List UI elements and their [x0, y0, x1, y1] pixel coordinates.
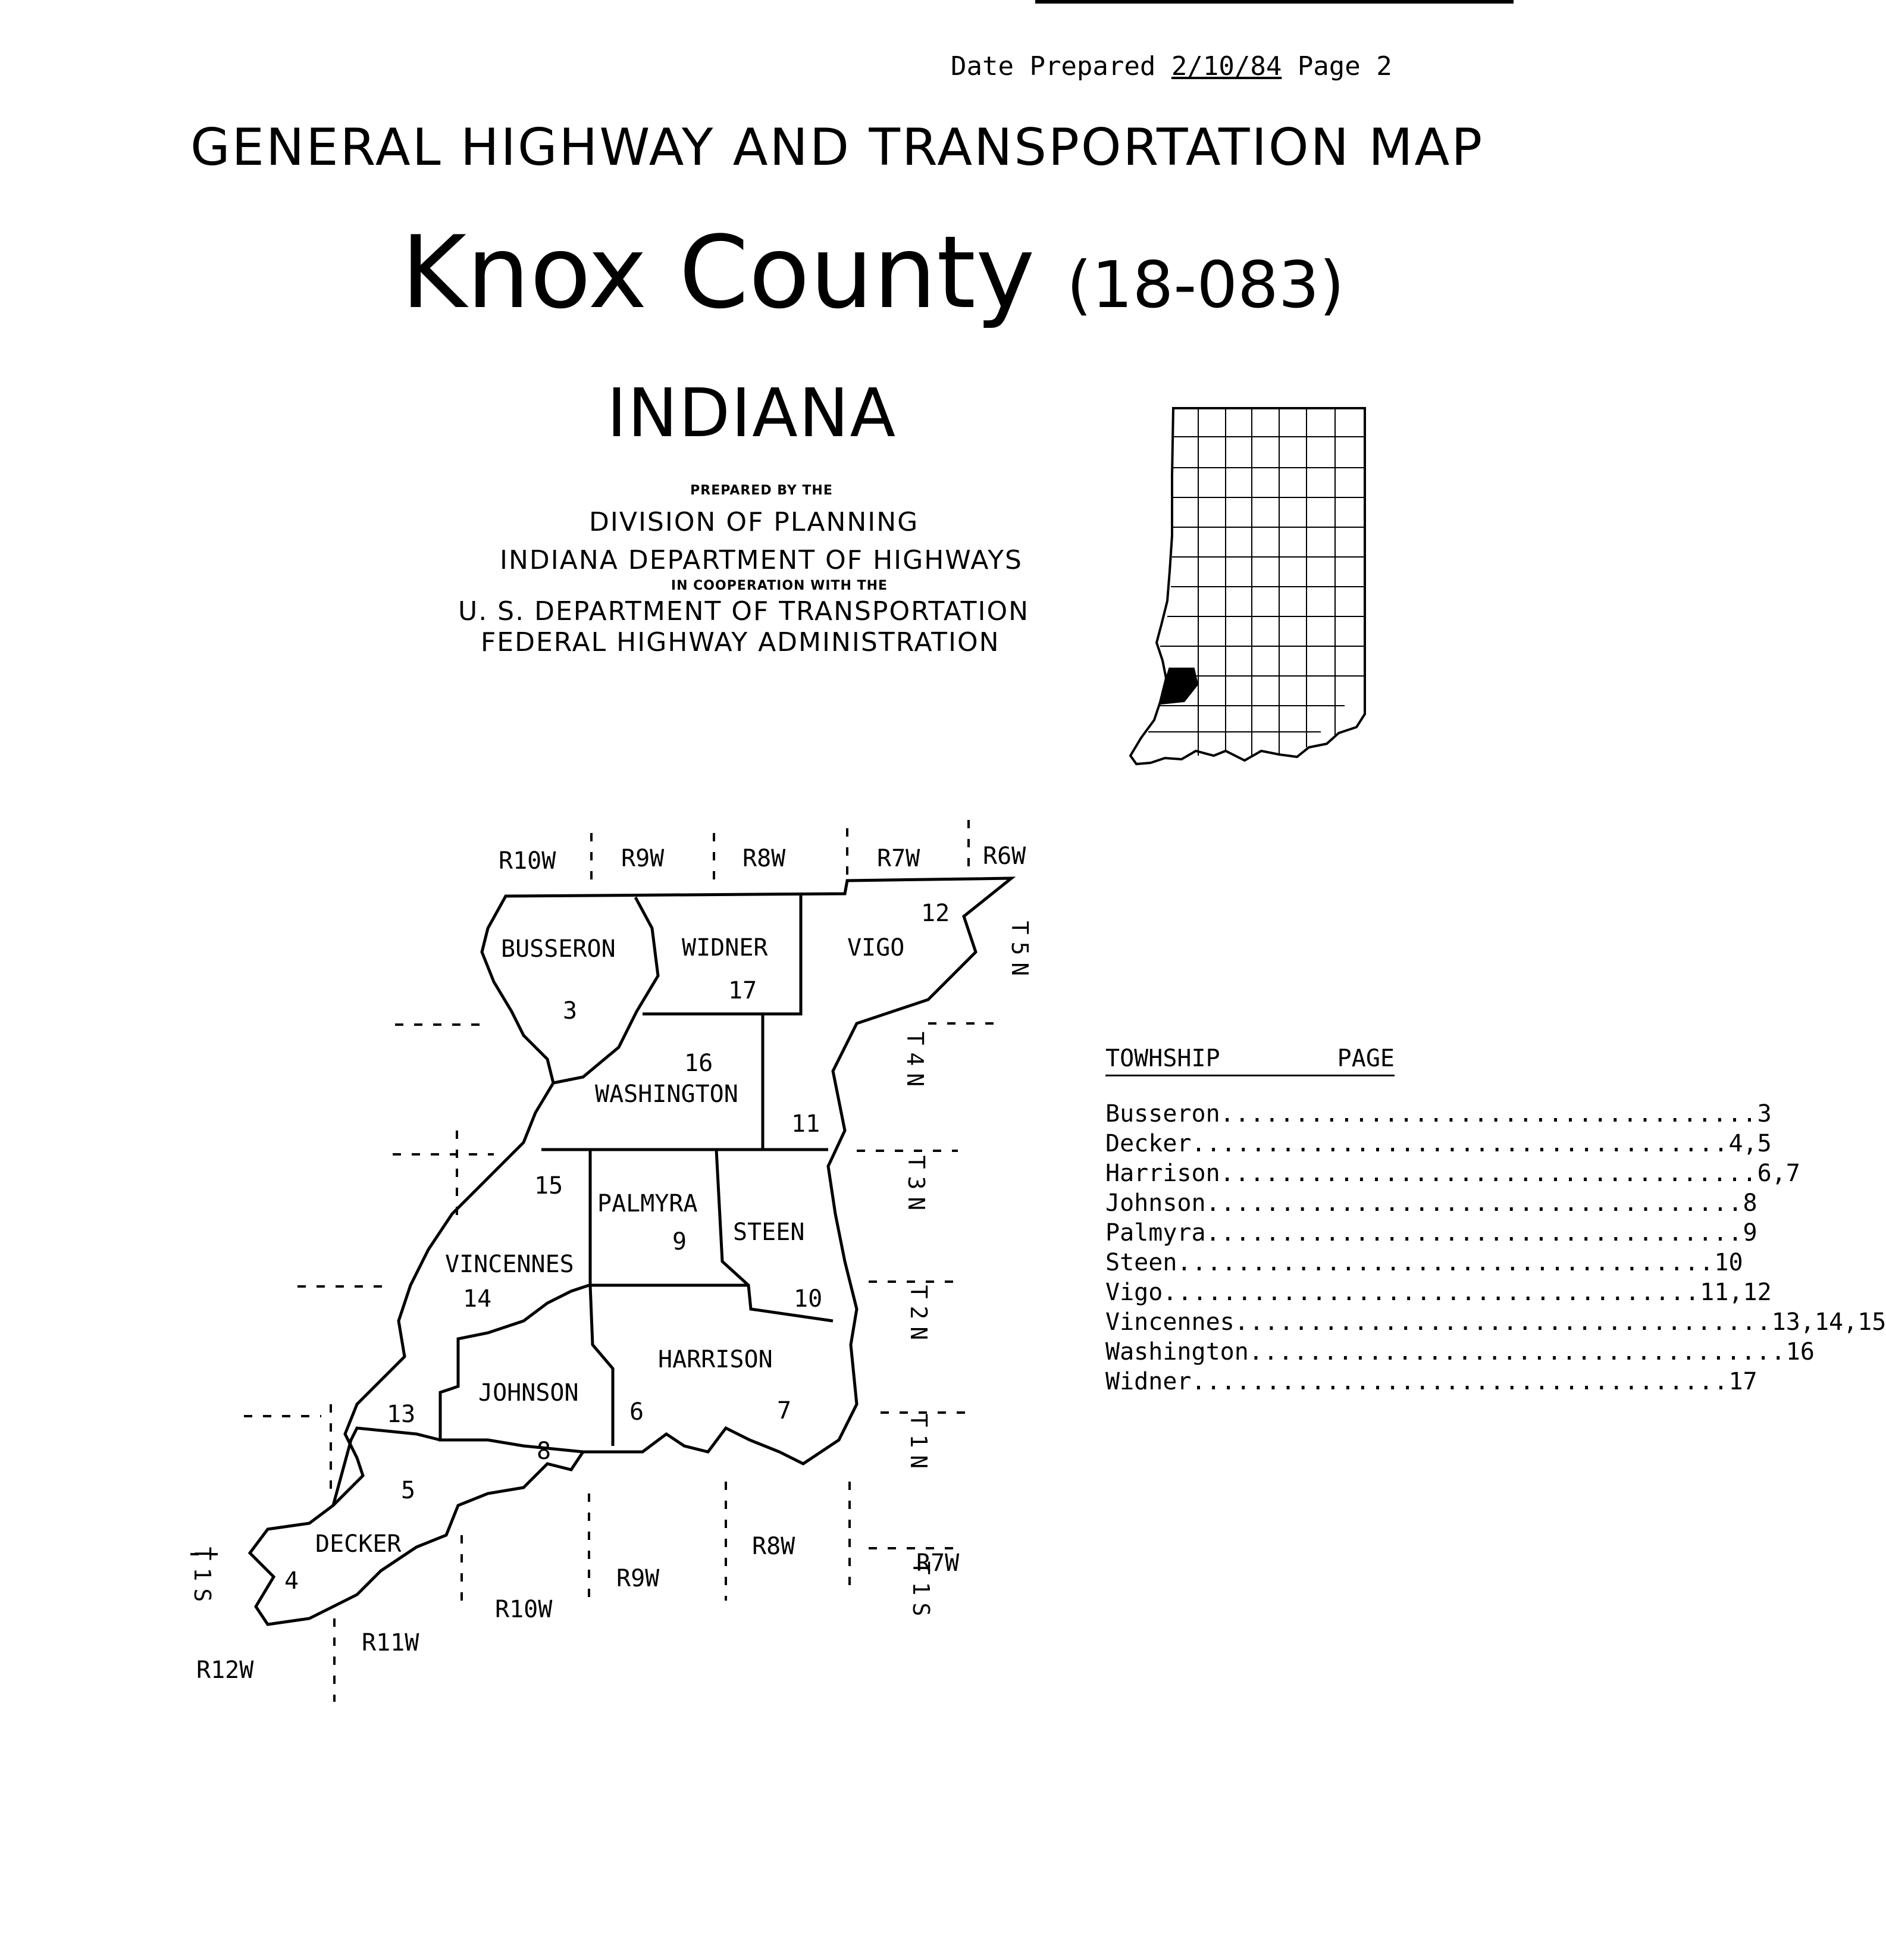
legend-row — [1105, 1307, 1886, 1337]
legend-row — [1105, 1367, 1757, 1397]
legend-col-page: PAGE — [1337, 1045, 1395, 1072]
legend-page-number: 6,7 — [1757, 1160, 1800, 1187]
range-label-r7w-top: R7W — [877, 845, 920, 872]
legend-row — [1105, 1129, 1772, 1159]
legend-leader-dots: .................................... — [1163, 1279, 1700, 1306]
page-label: Page 2 — [1297, 51, 1392, 82]
legend-township-name: Johnson — [1105, 1189, 1206, 1217]
legend-page-number: 11,12 — [1700, 1279, 1772, 1306]
legend-row — [1105, 1159, 1800, 1188]
page-num-vigo-12: 12 — [921, 900, 950, 927]
range-label-r9w-bottom: R9W — [616, 1565, 660, 1592]
page-num-steen: 10 — [794, 1285, 823, 1313]
legend-leader-dots: .................................... — [1191, 1368, 1729, 1395]
township-busseron: BUSSERON — [501, 935, 616, 963]
county-boundary — [250, 878, 1011, 1624]
legend-township-name: Vigo — [1105, 1279, 1163, 1306]
range-label-r6w-top: R6W — [983, 843, 1026, 870]
page-num-decker-5: 5 — [401, 1477, 416, 1504]
tier-label-t1s-right: T1S — [908, 1561, 934, 1624]
legend-township-name: Palmyra — [1105, 1219, 1206, 1247]
legend-page-number: 13,14,15 — [1771, 1308, 1886, 1336]
township-widner: WIDNER — [682, 934, 768, 962]
legend-leader-dots: .................................... — [1220, 1100, 1757, 1128]
range-label-r7w-bottom: R7W — [916, 1549, 960, 1577]
range-label-r8w-bottom: R8W — [752, 1533, 795, 1560]
range-label-r9w-top: R9W — [621, 845, 665, 872]
township-vincennes: VINCENNES — [445, 1251, 574, 1278]
legend-page-number: 8 — [1743, 1189, 1757, 1217]
legend-row — [1105, 1188, 1757, 1218]
township-johnson: JOHNSON — [478, 1379, 579, 1407]
knox-county-map — [250, 878, 1011, 1624]
legend-page-number: 10 — [1714, 1249, 1743, 1276]
tier-label-t1n: T1N — [906, 1413, 932, 1476]
cooperation-label: IN COOPERATION WITH THE — [671, 578, 888, 593]
legend-township-name: Steen — [1105, 1249, 1177, 1276]
page-num-vincennes-15: 15 — [534, 1172, 563, 1200]
legend-row — [1105, 1248, 1743, 1278]
tier-label-t3n: T3N — [903, 1155, 929, 1218]
tier-label-t2n: T2N — [906, 1285, 932, 1348]
legend-township-name: Widner — [1105, 1368, 1192, 1395]
page-num-johnson: 8 — [537, 1438, 552, 1465]
page-num-vincennes-13: 13 — [387, 1401, 416, 1428]
legend-leader-dots: .................................... — [1205, 1189, 1743, 1217]
legend-leader-dots: .................................... — [1234, 1308, 1772, 1336]
legend-township-name: Washington — [1105, 1338, 1249, 1366]
date-label: Date Prepared — [951, 51, 1156, 82]
date-value: 2/10/84 — [1171, 51, 1282, 82]
legend-leader-dots: .................................... — [1205, 1219, 1743, 1247]
legend-leader-dots: .................................... — [1191, 1130, 1729, 1157]
state-name: INDIANA — [607, 375, 897, 452]
county-name: Knox County — [401, 214, 1035, 331]
legend-col-township: TOWHSHIP — [1105, 1045, 1220, 1072]
range-label-r10w-top: R10W — [499, 847, 556, 875]
township-steen: STEEN — [733, 1219, 805, 1246]
page-num-harrison-6: 6 — [629, 1398, 644, 1426]
tier-label-t1s-left: T1S — [189, 1546, 215, 1610]
page-num-washington: 16 — [684, 1050, 713, 1077]
prepared-by-label: PREPARED BY THE — [690, 483, 833, 498]
county-code: (18-083) — [1066, 248, 1345, 323]
credit-division: DIVISION OF PLANNING — [589, 507, 919, 537]
page-num-palmyra: 9 — [672, 1228, 687, 1255]
tier-label-t5n: T5N — [1007, 920, 1033, 984]
range-label-r8w-top: R8W — [743, 845, 786, 872]
page-num-vincennes-14: 14 — [463, 1285, 492, 1313]
range-label-r12w-bottom: R12W — [196, 1657, 254, 1684]
township-decker: DECKER — [315, 1530, 402, 1558]
legend-leader-dots: .................................... — [1248, 1338, 1786, 1366]
legend-header — [1105, 1045, 1395, 1076]
legend-row — [1105, 1337, 1815, 1367]
township-harrison: HARRISON — [658, 1346, 773, 1373]
page-num-harrison-7: 7 — [777, 1397, 792, 1424]
credit-usdot: U. S. DEPARTMENT OF TRANSPORTATION — [458, 596, 1029, 627]
page-num-vigo-11: 11 — [791, 1110, 820, 1138]
legend-township-name: Vincennes — [1105, 1308, 1235, 1336]
legend-row — [1105, 1218, 1757, 1248]
range-label-r10w-bottom: R10W — [495, 1596, 553, 1623]
township-vigo: VIGO — [847, 934, 905, 962]
legend-page-number: 3 — [1757, 1100, 1772, 1128]
range-label-r11w-bottom: R11W — [362, 1629, 419, 1657]
map-title: GENERAL HIGHWAY AND TRANSPORTATION MAP — [190, 118, 1484, 177]
line-johnson-harrison — [590, 1285, 613, 1446]
credit-department: INDIANA DEPARTMENT OF HIGHWAYS — [500, 545, 1023, 575]
legend-township-name: Decker — [1105, 1130, 1192, 1157]
legend-row — [1105, 1099, 1772, 1129]
legend-page-number: 17 — [1728, 1368, 1757, 1395]
page-num-busseron: 3 — [563, 997, 578, 1025]
credit-fhwa: FEDERAL HIGHWAY ADMINISTRATION — [481, 627, 1000, 657]
legend-page-number: 9 — [1743, 1219, 1757, 1247]
page-num-decker-4: 4 — [284, 1567, 299, 1595]
page-num-widner: 17 — [728, 977, 757, 1004]
legend-township-name: Harrison — [1105, 1160, 1220, 1187]
legend-rows — [1105, 1099, 1886, 1397]
line-busseron-widner — [553, 897, 658, 1083]
legend-page-number: 16 — [1785, 1338, 1815, 1366]
knox-county-highlight — [1161, 669, 1197, 703]
township-washington: WASHINGTON — [595, 1081, 738, 1108]
legend-township-name: Busseron — [1105, 1100, 1220, 1128]
tier-label-t4n: T4N — [902, 1031, 928, 1094]
legend-leader-dots: .................................... — [1177, 1249, 1715, 1276]
township-legend — [1105, 1045, 1886, 1397]
legend-row — [1105, 1278, 1772, 1307]
township-palmyra: PALMYRA — [597, 1190, 698, 1217]
indiana-locator-map — [1130, 408, 1365, 764]
legend-leader-dots: .................................... — [1220, 1160, 1757, 1187]
legend-page-number: 4,5 — [1728, 1130, 1772, 1157]
